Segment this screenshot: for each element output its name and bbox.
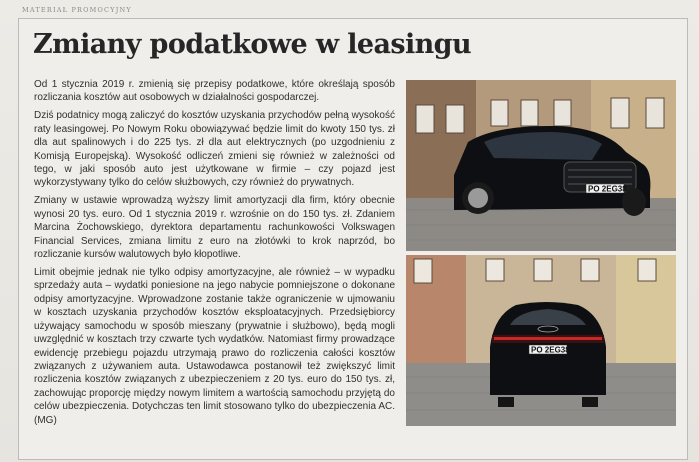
car-rear-photo xyxy=(406,255,676,426)
headline: Zmiany podatkowe w leasingu xyxy=(33,29,471,60)
paragraph: Od 1 stycznia 2019 r. zmienią się przepisy podatkowe, które określają sposób rozliczania kosztów aut osobowych w działalności gospodarczej. xyxy=(34,79,395,104)
paragraph: Dziś podatnicy mogą zaliczyć do kosztów uzyskania przychodów pełną wysokość raty leasingowej. Po Nowym Roku obowiązywać będzie limit do kwoty 150 tys. zł dla aut spalinowych i do 225 tys. zł dla aut elektrycznych (po uzgodnieniu z Komisją Europejską). Wysokość odliczeń zmieni się również w zależności od tego, w jaki sposób auto jest użytkowane w firmie – czy pojazd jest wykorzystywany tylko do celów służbowych, czy również do prywatnych. xyxy=(34,110,395,189)
article-body xyxy=(34,78,395,432)
paragraph: Limit obejmie jednak nie tylko odpisy amortyzacyjne, ale również – w wypadku sprzedaży auta – wydatki poniesione na jego nabycie pomniejszone o dokonane odpisy amortyzacyjne. Wprowadzone zostanie także ograniczenie w ujmowaniu w kosztach uzyskania przychodów kosztów eksploatacyjnych. Przedsiębiorcy używający samochodu w sposób mieszany (prywatnie i służbowo), będą mogli uwzględnić w kosztach trzy czwarte tych wydatków. Natomiast firmy prowadzące ewidencję przebiegu pojazdu utrzymają prawo do rozliczenia całości kosztów związanych z używaniem auta. Ustawodawca postanowił też zwiększyć limit rozliczenia kosztów związanych z ubezpieczeniem z 20 tys. euro do 150 tys. zł, zachowując proporcję między nowym limitem a wartością samochodu przyjętą do celów ubezpieczenia. Dotychczas ten limit stosowano tylko do ubezpieczenia AC. (MG) xyxy=(34,267,395,426)
section-label: MATERIAŁ PROMOCYJNY xyxy=(22,6,132,14)
front-plate: PO 2EG38 xyxy=(588,184,627,194)
paragraph: Zmiany w ustawie wprowadzą wyższy limit amortyzacji dla firm, który obecnie wynosi 20 tys. euro. Od 1 stycznia 2019 r. wzrośnie on do 150 tys. zł. Zdaniem Marcina Żochowskiego, dyrektora departamentu rachunkowości Volkswagen Financial Services, zmiana limitu z euro na złotówki to krok naprzód, bo rozliczanie kursów walutowych było kłopotliwe. xyxy=(34,195,395,261)
rear-plate: PO 2EG38 xyxy=(531,345,570,355)
car-front-photo xyxy=(406,80,676,251)
